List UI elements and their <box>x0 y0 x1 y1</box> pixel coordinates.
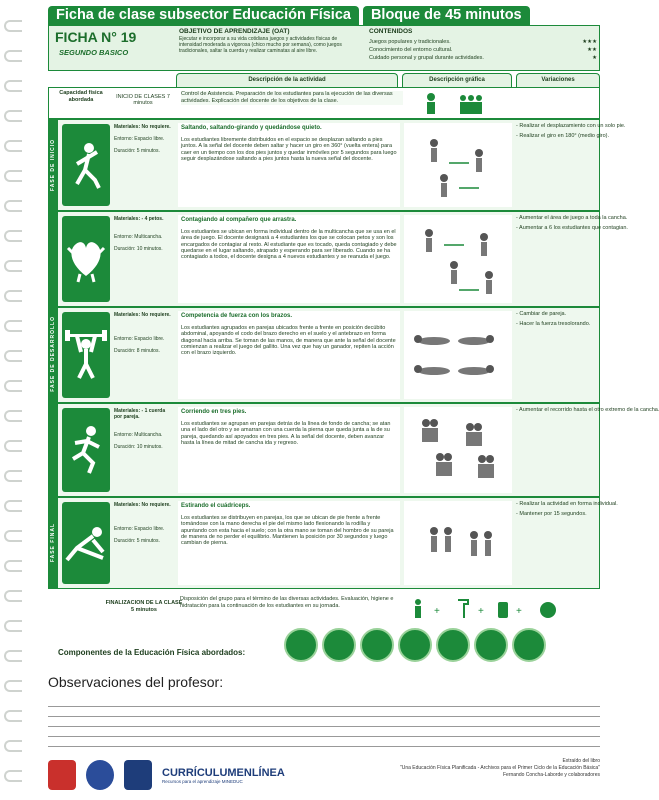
observation-line[interactable] <box>48 746 600 747</box>
component-icon <box>360 628 394 662</box>
closing-label: FINALIZACION DE LA CLASE 5 minutos <box>105 600 183 613</box>
curriculum-brand[interactable]: CURRÍCULUMENLÍNEA Recursos para el aprendizaje MINEDUC <box>162 766 285 784</box>
component-icon <box>322 628 356 662</box>
activity-graphic <box>404 311 512 399</box>
activity-text: Los estudiantes se agrupan en parejas detrás de la línea de fondo de cancha; se atan una el lado del otro y se amarran con una cuerda la pierna que queda junta a la de su pareja, quedando así apoyados en tres pies. A la señal del docente, deben avanzar hasta la línea de mitad de cancha ida y regreso. <box>181 421 391 446</box>
activity-text: Los estudiantes libremente distribuidos en el espacio se desplazan saltando a pies juntos. A la señal del docente deben saltar y hacer un giro en 360° (vuelta entera) para caer en un tiempo con los dos pies juntos y quedar inmóviles por 5 segundos para luego seguir desplazándose saltando a pies juntos hasta la nueva señal del docente. <box>181 137 397 162</box>
closing-text: Disposición del grupo para el término de las diversas actividades. Evaluación, higiene e hidratación para la continuación de los estudiantes en su jornada. <box>180 596 394 609</box>
activity-graphic <box>404 215 512 303</box>
oa-title: OBJETIVO DE APRENDIZAJE (OAT) <box>179 28 290 35</box>
activity-text: Los estudiantes agrupados en parejas ubicados frente a frente en posición decúbito abdominal, apoyando el codo del brazo derecho en el suelo y el antebrazo en forma diagonal hacia arriba. Se toman de las manos, de manera que ante la señal del docente comienzan a realizar el juego del gallito. Una vez que hay un ganador, repiten la acción con el brazo izquierdo. <box>181 325 396 357</box>
government-logo <box>124 760 152 790</box>
content-item: Juegos populares y tradicionales. ★★★ <box>369 39 597 45</box>
space-text: Entorno: Espacio libre. <box>114 526 165 532</box>
phase-development: FASE DE DESARROLLO <box>48 211 58 497</box>
variation-text: - Aumentar a 6 los estudiantes que contagian. <box>516 225 628 232</box>
intro-text: Control de Asistencia. Preparación de los estudiantes para la ejecución de las diversas actividades. Explicación del docente de los objetivos de la clase. <box>181 91 403 105</box>
component-icon <box>512 628 546 662</box>
binder-rings <box>0 0 22 800</box>
contents-list <box>369 38 597 62</box>
materials-text: Materiales: No requiere. <box>114 124 171 130</box>
stretching-icon <box>62 502 110 584</box>
star-icon: ★★ <box>587 47 597 53</box>
activity-row <box>58 497 618 589</box>
page-title: Ficha de clase subsector Educación Física <box>48 6 359 26</box>
ficha-number: FICHA N° 19 <box>55 29 137 45</box>
activity-title: Corriendo en tres pies. <box>181 409 247 415</box>
variation-text: - Aumentar el recorrido hasta el otro extremo de la cancha. <box>516 407 659 413</box>
component-icon <box>284 628 318 662</box>
duration-text: Duración: 10 minutos. <box>114 246 163 252</box>
variation-text: - Aumentar el área de juego a toda la cancha. <box>516 215 628 221</box>
content-item: Cuidado personal y grupal durante actividades. ★ <box>369 55 597 61</box>
activity-graphic <box>404 407 512 493</box>
materials-text: Materiales: - 4 petos. <box>114 216 164 222</box>
footer-credits <box>330 758 600 779</box>
capacity-label: Capacidad física abordada <box>59 90 103 103</box>
ind-logo <box>86 760 114 790</box>
variation-text: - Cambiar de pareja. <box>516 311 567 317</box>
observations-title: Observaciones del profesor: <box>48 674 224 690</box>
observation-line[interactable] <box>48 706 600 707</box>
space-text: Entorno: Multicancha. <box>114 234 163 240</box>
activity-row <box>58 211 628 307</box>
book-authors: Fernando Concha-Laborde y colaboradores <box>502 772 600 778</box>
closing-graphic <box>398 596 598 624</box>
phase-final: FASE FINAL <box>48 497 58 589</box>
variation-text: - Realizar el giro en 180° (medio giro). <box>516 133 609 140</box>
duration-text: Duración: 10 minutos. <box>114 444 163 450</box>
activity-title: Contagiando al compañero que arrastra. <box>181 217 297 223</box>
duration-text: Duración: 5 minutos. <box>114 148 160 154</box>
variation-text: - Realizar la actividad en forma individual. <box>516 501 618 507</box>
activity-text: Los estudiantes se ubican en forma individual dentro de la multicancha que se usa en el área de juego. El docente designará a 4 estudiantes los que se colocan petos y son los encargados de contagiar al resto. Al estudiante que es tocado, queda contagiado y debe quedarse en el lugar saltando, atrapado y esperando para ser liberado. Cuando se ha contagiado a todos, el docente designa a 4 nuevos estudiantes y se reanuda el juego. <box>181 229 397 261</box>
star-icon: ★★★ <box>582 39 597 45</box>
svg-text:+: + <box>516 606 522 617</box>
activity-row <box>58 307 600 403</box>
closing-row <box>48 592 600 628</box>
components-icons <box>284 628 546 662</box>
column-graphic: Descripción gráfica <box>402 73 512 87</box>
svg-text:+: + <box>434 606 440 617</box>
components-label: Componentes de la Educación Física abordados: <box>58 648 246 657</box>
observation-line[interactable] <box>48 726 600 727</box>
activity-row <box>58 403 659 497</box>
observation-line[interactable] <box>48 736 600 737</box>
activity-graphic <box>404 501 512 585</box>
svg-text:+: + <box>478 606 484 617</box>
materials-text: Materiales: - 1 cuerda por pareja. <box>114 408 166 420</box>
materials-text: Materiales: No requiere. <box>114 502 171 508</box>
ficha-level: SEGUNDO BASICO <box>59 48 129 57</box>
star-icon: ★ <box>592 55 597 61</box>
component-icon <box>398 628 432 662</box>
intro-graphic <box>411 91 491 117</box>
activity-title: Competencia de fuerza con los brazos. <box>181 313 293 319</box>
variation-text: - Hacer la fuerza tresolorando. <box>516 321 591 328</box>
content-item: Conocimiento del entorno cultural. ★★ <box>369 47 597 53</box>
space-text: Entorno: Espacio libre. <box>114 136 165 142</box>
ministry-logo <box>48 760 76 790</box>
component-icon <box>474 628 508 662</box>
activity-text: Los estudiantes se distribuyen en parejas, los que se ubican de pie frente a frente tomándose con la mano derecha el pie del mismo lado flexionando la rodilla y apuntando con esta hacia el suelo; con la otra mano se toman del hombro de su pareja de manera de no perder el equilibrio. Mantienen la posición por 30 segundos y luego cambian de pierna. <box>181 515 394 547</box>
space-text: Entorno: Multicancha. <box>114 432 163 438</box>
oa-text: Ejecutar e incorporar a su vida cotidiana juegos y actividades físicas de intensidad moderada a vigorosa (chico mucho por semana), como juegos tradicionales, saltar la cuerda y realizar caminatas al aire libre. <box>179 36 342 54</box>
page-header <box>48 6 530 26</box>
extract-label: Extraído del libro <box>562 758 600 764</box>
duration-text: Duración: 5 minutos. <box>114 538 160 544</box>
ficha-info <box>48 25 600 71</box>
book-title: "Una Educación Física Planificada - Archivos para el Primer Ciclo de la Educación Básica" <box>399 765 600 771</box>
intro-row <box>48 87 600 119</box>
jumping-icon <box>62 124 110 206</box>
contents-title: CONTENIDOS <box>369 28 413 35</box>
footer-logos <box>48 760 285 790</box>
running-icon <box>62 408 110 492</box>
variation-text: - Realizar el desplazamiento con un solo pie. <box>516 123 626 129</box>
weightlifting-icon <box>62 312 110 398</box>
column-activity: Descripción de la actividad <box>176 73 398 87</box>
activity-title: Estirando el cuádriceps. <box>181 503 251 509</box>
start-label: INICIO DE CLASES 7 minutos <box>116 94 170 106</box>
column-variations: Variaciones <box>516 73 600 87</box>
activity-row <box>58 119 626 211</box>
variation-text: - Mantener por 15 segundos. <box>516 511 587 518</box>
space-text: Entorno: Espacio libre. <box>114 336 165 342</box>
duration-text: Duración: 8 minutos. <box>114 348 160 354</box>
block-title: Bloque de 45 minutos <box>363 6 530 26</box>
activity-graphic <box>404 123 512 207</box>
component-icon <box>436 628 470 662</box>
phase-start: FASE DE INICIO <box>48 119 58 211</box>
heart-icon <box>62 216 110 302</box>
materials-text: Materiales: No requiere. <box>114 312 171 318</box>
activity-title: Saltando, saltando-girando y quedándose quieto. <box>181 125 322 131</box>
observation-line[interactable] <box>48 716 600 717</box>
